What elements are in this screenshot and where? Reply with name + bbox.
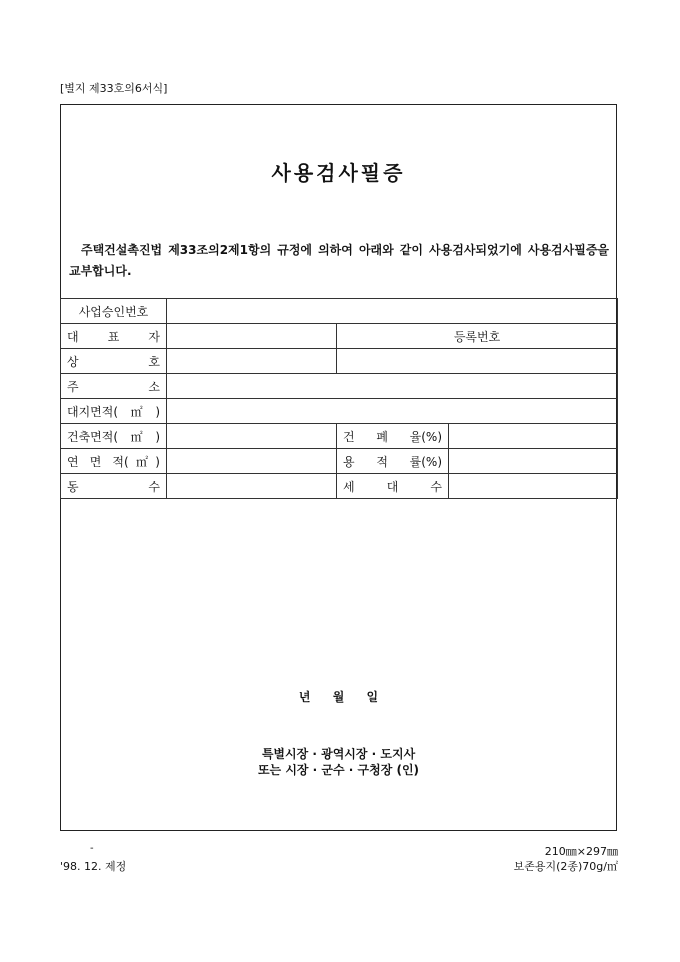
value-land-area[interactable] <box>167 399 618 424</box>
value-representative[interactable] <box>167 324 337 349</box>
label-floor-area-ratio: 용 적 률(%) <box>337 449 449 474</box>
value-trade-name[interactable] <box>167 349 337 374</box>
issuer-line-2: 또는 시장 · 군수 · 구청장 (인) <box>257 763 420 777</box>
label-address: 주 소 <box>61 374 167 399</box>
footer-dash: - <box>90 843 94 854</box>
document-title: 사용검사필증 <box>271 161 406 185</box>
table-row <box>61 374 618 399</box>
label-buildings: 동 수 <box>61 474 167 499</box>
issuer-line-1: 특별시장 · 광역시장 · 도지사 <box>261 747 416 761</box>
value-approval-no[interactable] <box>167 299 618 324</box>
label-representative: 대 표 자 <box>61 324 167 349</box>
label-floor-area: 연 면 적(㎡) <box>61 449 167 474</box>
table-row <box>61 349 618 374</box>
revision-note: '98. 12. 제정 <box>60 860 127 873</box>
value-households[interactable] <box>449 474 618 499</box>
label-land-area: 대지면적(㎡) <box>61 399 167 424</box>
table-row <box>61 474 618 499</box>
value-registration-no[interactable] <box>337 349 618 374</box>
label-trade-name: 상 호 <box>61 349 167 374</box>
label-coverage-ratio: 건 폐 율(%) <box>337 424 449 449</box>
label-building-area: 건축면적(㎡) <box>61 424 167 449</box>
info-table <box>60 298 618 499</box>
label-registration-no: 등록번호 <box>337 324 618 349</box>
value-buildings[interactable] <box>167 474 337 499</box>
intro-text: 주택건설촉진법 제33조의2제1항의 규정에 의하여 아래와 같이 사용검사되었기에 사용검사필증을 교부합니다. <box>69 243 609 278</box>
certificate-frame <box>60 104 617 831</box>
value-address[interactable] <box>167 374 618 399</box>
label-households: 세 대 수 <box>337 474 449 499</box>
value-floor-area-ratio[interactable] <box>449 449 618 474</box>
table-row <box>61 424 618 449</box>
table-row <box>61 299 618 324</box>
table-row <box>61 324 618 349</box>
table-row <box>61 449 618 474</box>
value-building-area[interactable] <box>167 424 337 449</box>
issue-date: 년 월 일 <box>298 690 379 704</box>
paper-type: 보존용지(2종)70g/㎡ <box>513 860 618 873</box>
value-floor-area[interactable] <box>167 449 337 474</box>
paper-size: 210㎜×297㎜ <box>544 845 618 858</box>
value-coverage-ratio[interactable] <box>449 424 618 449</box>
label-approval-no: 사업승인번호 <box>61 299 167 324</box>
table-row <box>61 399 618 424</box>
form-reference: [별지 제33호의6서식] <box>60 82 168 95</box>
